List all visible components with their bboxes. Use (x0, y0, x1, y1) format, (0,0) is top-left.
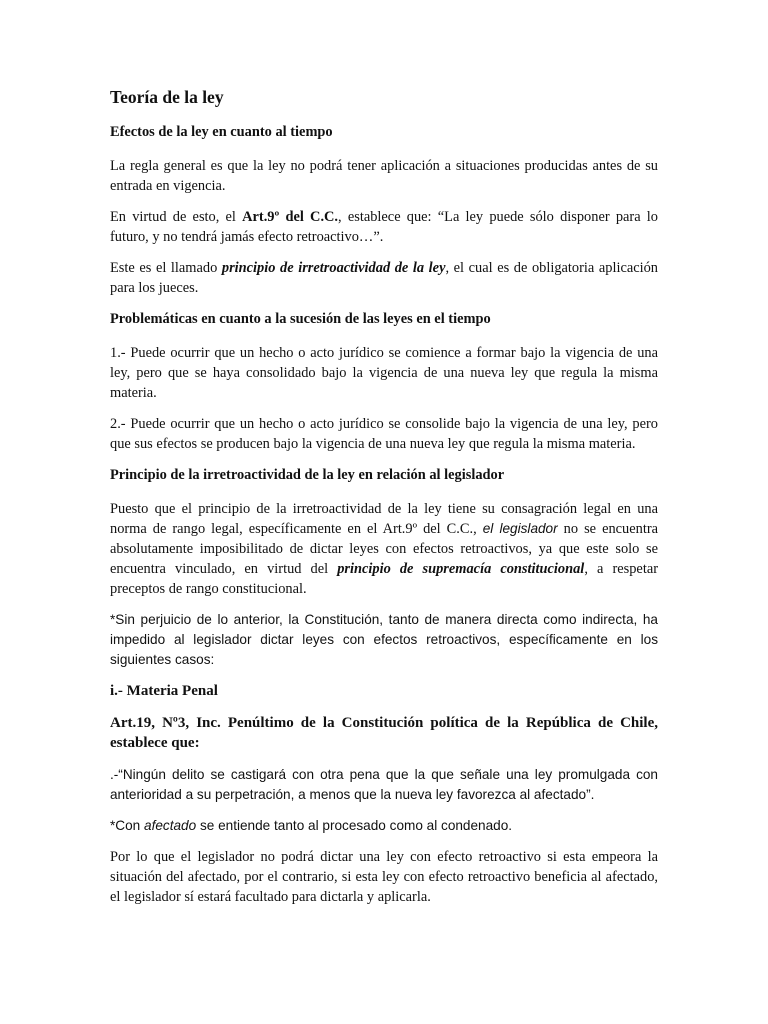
section-heading-art19: Art.19, Nº3, Inc. Penúltimo de la Constitución política de la República de Chile, establece que: (110, 715, 658, 751)
paragraph-quote-art19: .-“Ningún delito se castigará con otra pena que la que señale una ley promulgada con anterioridad a su perpetración, a menos que la nueva ley favorezca al afectado”. (110, 767, 658, 802)
p3-text-b: , el cual es de obligatoria aplicación para los jueces. (110, 260, 659, 296)
paragraph-legislador (110, 499, 658, 599)
paragraph-caso-1: 1.- Puede ocurrir que un hecho o acto jurídico se comience a formar bajo la vigencia de una ley, pero que se haya consolidado bajo la vigencia de una nueva ley que regula la misma materia. (110, 345, 658, 401)
p6-text-b: no se encuentra absolutamente imposibilitado de dictar leyes con efectos retroactivos, ya que este solo se encuentra vinculado, en virtud del (110, 521, 659, 577)
p2-text-b: , establece que: “La ley puede sólo disponer para lo futuro, y no tendrá jamás efecto retroactivo…”. (110, 209, 658, 245)
p6-text-a: Puesto que el principio de la irretroactividad de la ley tiene su consagración legal en una norma de rango legal, específicamente en el Art.9º del C.C., (110, 501, 658, 537)
paragraph-regla-general: La regla general es que la ley no podrá tener aplicación a situaciones producidas antes de su entrada en vigencia. (110, 158, 658, 194)
section-heading-efectos: Efectos de la ley en cuanto al tiempo (110, 124, 333, 140)
paragraph-art9 (110, 207, 658, 247)
el-legislador-term: el legislador (482, 521, 558, 536)
paragraph-conclusion: Por lo que el legislador no podrá dictar una ley con efecto retroactivo si esta empeora la situación del afectado, por el contrario, si esta ley con efecto retroactivo beneficia al afectado, el legislador sí estará facultado para dictarla y aplicarla. (110, 849, 658, 905)
art9-reference: Art.9º del C.C. (242, 209, 339, 225)
p3-text-a: Este es el llamado (110, 260, 222, 276)
p9-text-a: *Con (110, 818, 145, 833)
p2-text-a: En virtud de esto, el (110, 209, 243, 225)
principio-irretroactividad: principio de irretroactividad de la ley (221, 260, 446, 276)
section-heading-problematicas: Problemáticas en cuanto a la sucesión de las leyes en el tiempo (110, 311, 491, 327)
paragraph-principio (110, 258, 658, 298)
afectado-term: afectado (144, 818, 197, 833)
section-heading-materia-penal: i.- Materia Penal (110, 683, 218, 699)
principio-supremacia: principio de supremacía constitucional (337, 561, 585, 577)
paragraph-sin-perjuicio: *Sin perjuicio de lo anterior, la Constitución, tanto de manera directa como indirecta, ha impedido al legislador dictar leyes con efectos retroactivos, específicamente en los siguientes casos: (110, 612, 658, 667)
document-page (110, 86, 658, 918)
p6-text-c: , a respetar preceptos de rango constitucional. (110, 561, 658, 597)
section-heading-legislador: Principio de la irretroactividad de la ley en relación al legislador (110, 467, 505, 483)
paragraph-afectado (110, 816, 658, 836)
paragraph-caso-2: 2.- Puede ocurrir que un hecho o acto jurídico se consolide bajo la vigencia de una ley, pero que sus efectos se producen bajo la vigencia de una nueva ley que regula la misma materia. (110, 416, 658, 452)
document-title: Teoría de la ley (110, 87, 224, 107)
p9-text-b: se entiende tanto al procesado como al condenado. (196, 818, 513, 833)
